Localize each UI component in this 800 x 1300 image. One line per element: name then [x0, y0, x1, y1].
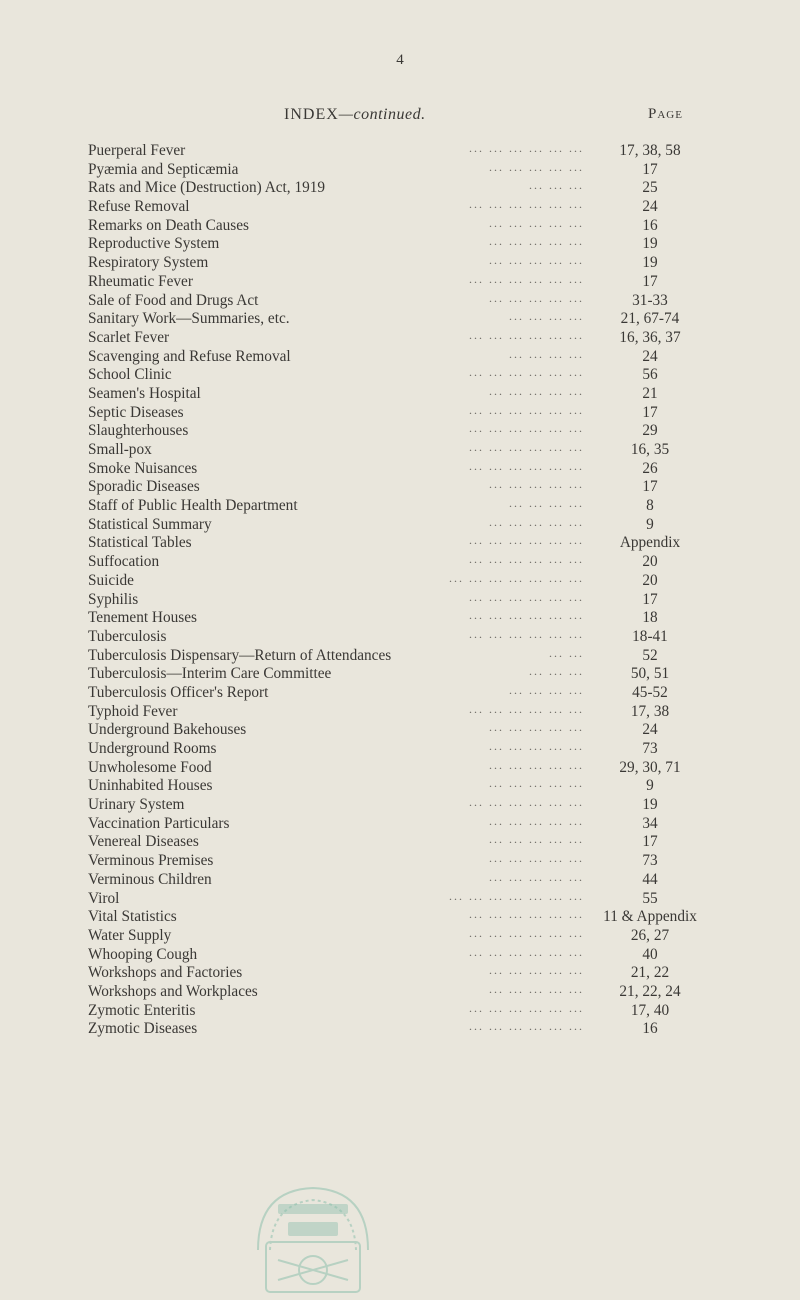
- entry-label: Virol: [88, 889, 120, 907]
- entry-pages: 16: [642, 216, 658, 234]
- leader-dots: ... ... ... ... ...: [489, 832, 584, 847]
- entry-pages: 29: [642, 422, 658, 440]
- leader-dots: ... ... ... ... ...: [489, 981, 584, 996]
- entry-pages: 40: [642, 945, 658, 963]
- entry-pages: 29, 30, 71: [619, 758, 681, 776]
- entry-label: School Clinic: [88, 366, 172, 384]
- entry-label: Sanitary Work—Summaries, etc.: [88, 310, 290, 328]
- leader-dots: ... ... ... ... ... ...: [469, 458, 584, 473]
- entry-label: Statistical Summary: [88, 515, 212, 533]
- entry-label: Syphilis: [88, 590, 139, 608]
- entry-label: Scavenging and Refuse Removal: [88, 347, 291, 365]
- entry-pages: 17: [642, 160, 658, 178]
- leader-dots: ... ... ... ... ...: [489, 851, 584, 866]
- entry-label: Rats and Mice (Destruction) Act, 1919: [88, 179, 326, 197]
- leader-dots: ... ... ... ...: [509, 309, 584, 324]
- entry-pages: 8: [646, 497, 654, 515]
- entry-pages: 73: [642, 740, 658, 757]
- entry-label: Verminous Children: [88, 870, 212, 888]
- entry-label: Tuberculosis Dispensary—Return of Attendances: [88, 646, 392, 664]
- entry-pages: 52: [642, 646, 658, 664]
- entry-pages: 16, 35: [630, 441, 670, 458]
- index-entry: [88, 628, 710, 647]
- entry-label: Scarlet Fever: [88, 328, 170, 346]
- entry-label: Uninhabited Houses: [88, 777, 213, 795]
- entry-label: Vital Statistics: [88, 908, 177, 926]
- leader-dots: ... ... ... ... ... ...: [469, 589, 584, 604]
- entry-label: Water Supply: [88, 926, 172, 944]
- leader-dots: ... ... ... ... ...: [489, 739, 584, 753]
- entry-pages: 31-33: [632, 291, 668, 309]
- leader-dots: ... ... ... ... ... ...: [469, 533, 584, 548]
- entry-label: Verminous Premises: [88, 852, 214, 870]
- entry-pages: 26: [642, 459, 658, 477]
- entry-pages: 18-41: [632, 627, 668, 645]
- entry-pages: 56: [642, 366, 658, 384]
- entry-pages: 25: [642, 179, 658, 197]
- entry-pages: 45-52: [632, 683, 668, 701]
- leader-dots: ... ... ... ... ... ...: [469, 197, 584, 212]
- leader-dots: ... ... ... ... ...: [489, 253, 584, 268]
- leader-dots: ... ... ... ... ... ...: [469, 907, 584, 922]
- leader-dots: ... ... ... ...: [509, 346, 584, 361]
- index-entries: [88, 142, 710, 1039]
- entry-pages: 21, 22: [630, 964, 670, 982]
- leader-dots: ... ... ... ... ... ...: [469, 327, 584, 342]
- entry-pages: 19: [642, 796, 658, 814]
- entry-label: Reproductive System: [88, 235, 220, 253]
- leader-dots: ... ... ... ... ... ...: [469, 271, 584, 286]
- entry-label: Small-pox: [88, 441, 152, 458]
- leader-dots: ... ... ... ... ...: [489, 477, 584, 492]
- entry-label: Workshops and Factories: [88, 964, 243, 982]
- index-title: [284, 106, 426, 124]
- entry-label: Slaughterhouses: [88, 422, 189, 440]
- leader-dots: ... ... ... ... ... ...: [469, 626, 584, 641]
- entry-pages: 16: [642, 1020, 658, 1038]
- index-title-main: INDEX: [284, 106, 339, 123]
- entry-pages: 21, 22, 24: [619, 982, 681, 1000]
- entry-label: Remarks on Death Causes: [88, 216, 250, 234]
- leader-dots: ... ... ... ... ... ... ...: [449, 888, 584, 903]
- entry-label: Pyæmia and Septicæmia: [88, 160, 239, 178]
- entry-pages: 17: [642, 478, 658, 496]
- leader-dots: ... ... ... ... ... ...: [469, 925, 584, 940]
- entry-label: Typhoid Fever: [88, 702, 178, 720]
- leader-dots: ... ...: [549, 645, 584, 660]
- leader-dots: ... ... ... ... ... ...: [469, 402, 584, 417]
- page-column-heading: Page: [648, 106, 683, 122]
- leader-dots: ... ... ... ... ...: [489, 720, 584, 735]
- entry-pages: 17: [642, 833, 658, 851]
- leader-dots: ... ... ... ... ...: [489, 757, 584, 772]
- leader-dots: ... ... ... ...: [509, 496, 584, 511]
- entry-label: Puerperal Fever: [88, 142, 186, 159]
- leader-dots: ... ... ... ... ...: [489, 234, 584, 249]
- leader-dots: ... ... ... ... ...: [489, 290, 584, 305]
- leader-dots: ... ... ... ... ...: [489, 159, 584, 174]
- entry-pages: 73: [642, 852, 658, 870]
- index-entry: [88, 1020, 710, 1039]
- entry-pages: 21: [642, 384, 658, 402]
- entry-label: Underground Bakehouses: [88, 721, 247, 739]
- leader-dots: ... ... ... ... ... ...: [469, 944, 584, 959]
- index-title-continued: —continued.: [338, 106, 426, 123]
- leader-dots: ... ... ... ... ... ... ...: [449, 570, 584, 585]
- leader-dots: ... ... ... ... ... ...: [469, 141, 584, 155]
- leader-dots: ... ... ... ... ... ...: [469, 1019, 584, 1034]
- leader-dots: ... ... ...: [529, 664, 584, 679]
- entry-pages: 19: [642, 254, 658, 272]
- entry-pages: 17, 40: [630, 1001, 670, 1019]
- leader-dots: ... ... ... ... ...: [489, 963, 584, 978]
- entry-pages: 55: [642, 889, 658, 907]
- entry-label: Seamen's Hospital: [88, 384, 201, 402]
- leader-dots: ... ... ... ... ...: [489, 869, 584, 884]
- entry-label: Urinary System: [88, 796, 185, 814]
- page-number: 4: [396, 52, 404, 68]
- entry-pages: 9: [646, 777, 654, 795]
- entry-pages: 44: [642, 870, 658, 888]
- entry-label: Tuberculosis Officer's Report: [88, 683, 269, 701]
- leader-dots: ... ... ... ... ... ...: [469, 552, 584, 567]
- entry-label: Venereal Diseases: [88, 833, 199, 851]
- entry-pages: 20: [642, 553, 658, 571]
- entry-pages: 50, 51: [630, 665, 670, 683]
- leader-dots: ... ... ... ... ... ...: [469, 421, 584, 436]
- entry-pages: 24: [642, 198, 658, 216]
- entry-pages: 17, 38: [630, 702, 670, 720]
- entry-pages: 11 & Appendix: [603, 908, 697, 926]
- leader-dots: ... ... ... ... ... ...: [469, 440, 584, 454]
- entry-label: Suicide: [88, 571, 134, 589]
- entry-label: Septic Diseases: [88, 403, 184, 421]
- entry-pages: 21, 67-74: [620, 310, 680, 328]
- leader-dots: ... ... ... ... ...: [489, 776, 584, 791]
- entry-pages: 17, 38, 58: [619, 142, 681, 159]
- entry-label: Sale of Food and Drugs Act: [88, 291, 259, 309]
- entry-pages: 18: [642, 609, 658, 627]
- leader-dots: ... ... ... ... ...: [489, 215, 584, 230]
- entry-label: Whooping Cough: [88, 945, 198, 963]
- library-stamp: [248, 1180, 378, 1298]
- entry-label: Zymotic Enteritis: [88, 1001, 196, 1019]
- entry-pages: 24: [642, 721, 658, 739]
- entry-pages: Appendix: [619, 534, 681, 552]
- entry-pages: 19: [642, 235, 658, 253]
- leader-dots: ... ... ... ... ... ...: [469, 795, 584, 810]
- entry-label: Tuberculosis: [88, 627, 167, 645]
- entry-label: Rheumatic Fever: [88, 272, 193, 290]
- entry-label: Staff of Public Health Department: [88, 497, 298, 515]
- leader-dots: ... ... ... ... ...: [489, 813, 584, 828]
- entry-label: Smoke Nuisances: [88, 459, 198, 477]
- entry-label: Tuberculosis—Interim Care Committee: [88, 665, 332, 683]
- entry-label: Statistical Tables: [88, 534, 192, 552]
- entry-pages: 17: [642, 590, 658, 608]
- leader-dots: ... ... ... ... ... ...: [469, 1000, 584, 1015]
- leader-dots: ... ... ... ... ... ...: [469, 365, 584, 380]
- entry-pages: 20: [642, 571, 658, 589]
- entry-label: Workshops and Workplaces: [88, 982, 258, 1000]
- entry-label: Tenement Houses: [88, 609, 197, 627]
- leader-dots: ... ... ... ... ...: [489, 514, 584, 529]
- entry-pages: 17: [642, 272, 658, 290]
- leader-dots: ... ... ... ...: [509, 682, 584, 697]
- entry-pages: 24: [642, 347, 658, 365]
- entry-pages: 9: [646, 515, 654, 533]
- entry-pages: 26, 27: [630, 926, 670, 944]
- leader-dots: ... ... ...: [529, 178, 584, 193]
- entry-pages: 34: [642, 814, 658, 832]
- entry-label: Sporadic Diseases: [88, 478, 200, 496]
- entry-label: Vaccination Particulars: [88, 814, 230, 832]
- entry-label: Respiratory System: [88, 254, 209, 272]
- entry-label: Refuse Removal: [88, 198, 190, 216]
- entry-pages: 17: [642, 403, 658, 421]
- leader-dots: ... ... ... ... ... ...: [469, 608, 584, 623]
- entry-label: Suffocation: [88, 553, 160, 571]
- leader-dots: ... ... ... ... ...: [489, 383, 584, 398]
- entry-pages: 16, 36, 37: [619, 328, 681, 346]
- entry-label: Unwholesome Food: [88, 758, 212, 776]
- leader-dots: ... ... ... ... ... ...: [469, 701, 584, 716]
- entry-label: Zymotic Diseases: [88, 1020, 198, 1038]
- entry-label: Underground Rooms: [88, 740, 217, 757]
